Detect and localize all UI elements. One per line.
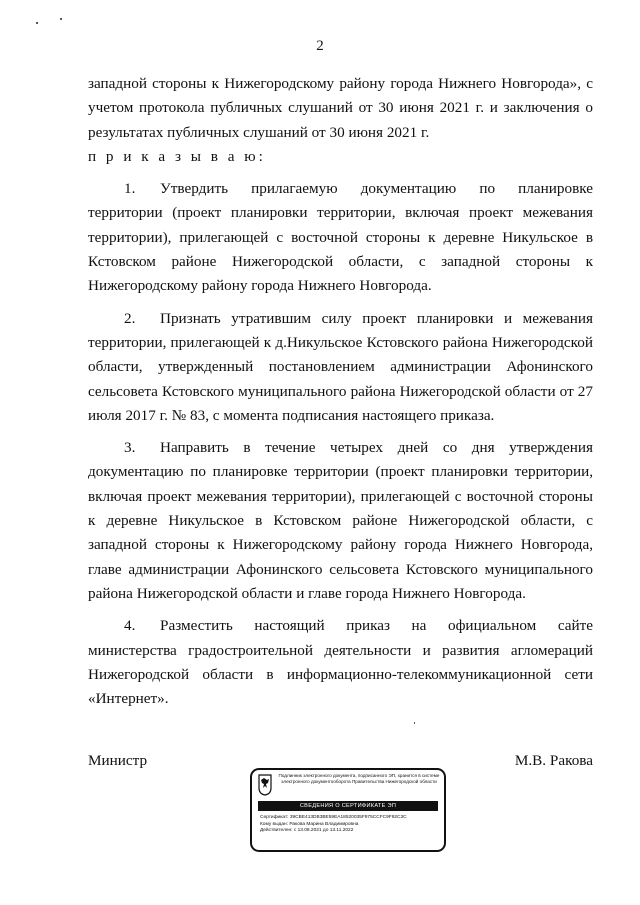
scan-speck (414, 722, 415, 724)
item-number: 1. (124, 180, 136, 198)
certificate-validity: Действителен: с 13.08.2021 до 13.11.2022 (260, 828, 354, 834)
scan-speck (36, 22, 38, 24)
order-item-4 (88, 614, 593, 711)
signatory-name: М.В. Ракова (514, 752, 593, 769)
coat-of-arms-icon (258, 774, 272, 796)
stamp-certificate-banner: СВЕДЕНИЯ О СЕРТИФИКАТЕ ЭП (258, 801, 438, 811)
page-number: 2 (316, 38, 324, 54)
stamp-header: Подлинник электронного документа, подписанного ЭП, хранится в системе электронного документооборота Правительства Нижегородской области (278, 773, 440, 784)
signatory-title: Министр (88, 752, 148, 769)
order-item-2 (88, 307, 593, 428)
certificate-owner: Кому выдан: Ракова Марина Владимировна (260, 821, 359, 827)
scan-speck (60, 18, 62, 20)
item-number: 3. (124, 439, 136, 457)
item-text: Утвердить прилагаемую документацию по планировке территории (проект планировки территории, включая проект межевания территории), прилегающей с восточной стороны к деревне Никульское в Кстовском районе Нижегородской области, с западной стороны к Нижегородскому району города Нижнего Новгорода. (88, 180, 593, 295)
item-number: 2. (124, 309, 136, 327)
order-item-3 (88, 436, 593, 606)
order-item-1 (88, 177, 593, 298)
intro-paragraph: западной стороны к Нижегородскому району города Нижнего Новгорода», с учетом протокола публичных слушаний от 30 июня 2021 г. и заключения о результатах публичных слушаний от 30 июня 2021 г. (88, 75, 593, 141)
item-text: Признать утратившим силу проект планировки и межевания территории, прилегающей к д.Никульское Кстовского района Нижегородской области, утвержденный постановлением администрации Афонинского сельсовета Кстовского муниципального района Нижегородской области от 27 июля 2017 г. № 83, с момента подписания настоящего приказа. (88, 309, 593, 424)
item-number: 4. (124, 617, 136, 635)
item-text: Направить в течение четырех дней со дня утверждения документацию по планировке территории (проект планировки территории, включая проект межевания территории), прилегающей с восточной стороны к деревне Никульское в Кстовском районе Нижегородской области, с западной стороны к Нижегородскому району города Нижнего Новгорода, главе администрации Афонинского сельсовета Кстовского муниципального района Нижегородской области и главе города Нижнего Новгорода. (88, 439, 593, 602)
certificate-id: Сертификат: 39CBE413DB3BE59EA18520035F975CCFC9F92C3C (260, 815, 407, 820)
item-text: Разместить настоящий приказ на официальном сайте министерства градостроительной деятельности и развития агломераций Нижегородской области в информационно-телекоммуникационной сети «Интернет». (88, 617, 593, 708)
document-body (88, 72, 593, 711)
order-word: п р и к а з ы в а ю: (88, 147, 266, 165)
e-signature-stamp (250, 768, 446, 852)
stamp-details (260, 815, 407, 835)
